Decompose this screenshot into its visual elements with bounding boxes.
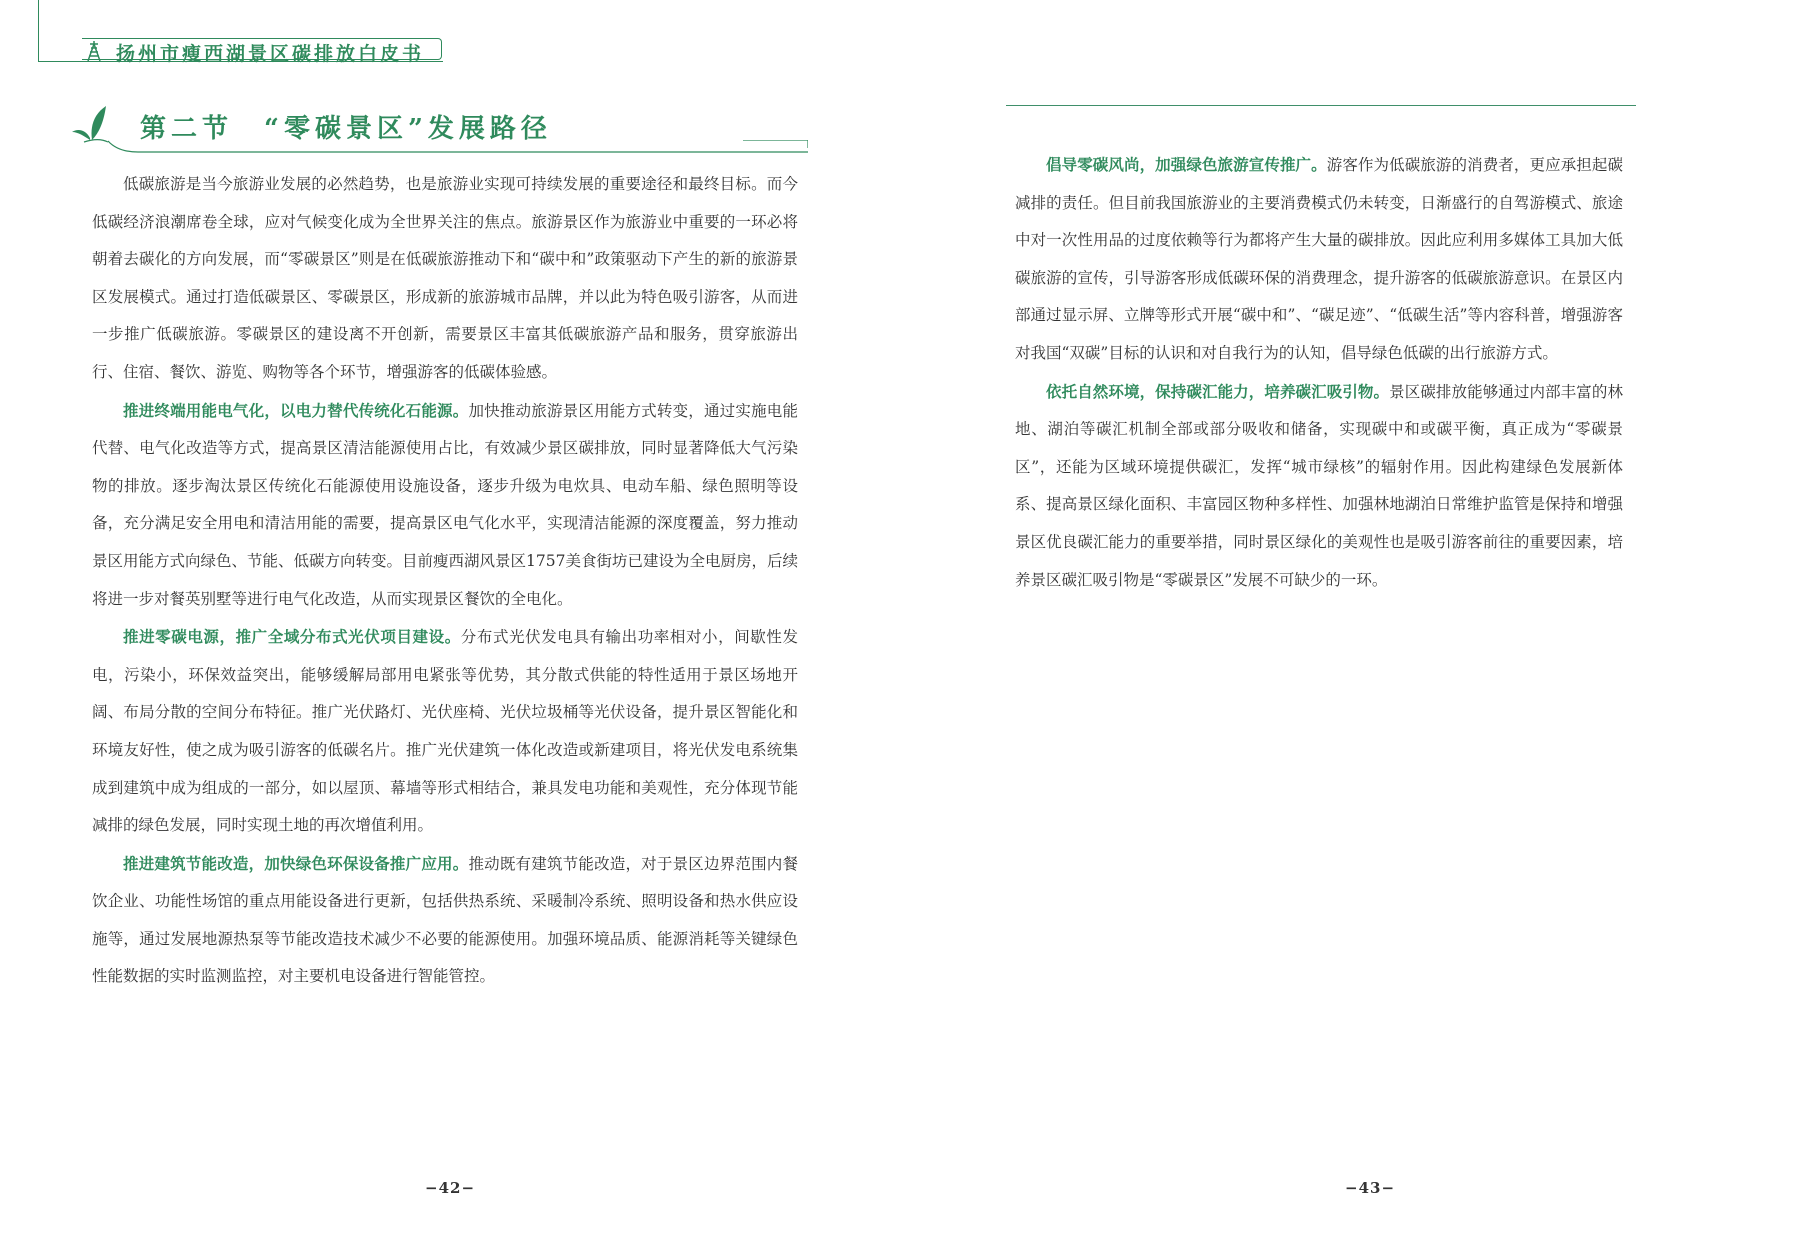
header-frame-vertical bbox=[38, 0, 39, 62]
paragraph bbox=[1015, 146, 1623, 373]
body-text bbox=[1015, 146, 1623, 599]
paragraph bbox=[92, 392, 798, 619]
tower-icon bbox=[84, 40, 104, 62]
left-page bbox=[0, 0, 905, 1237]
paragraph-text: 游客作为低碳旅游的消费者，更应承担起碳减排的责任。但目前我国旅游业的主要消费模式仍未转变，日渐盛行的自驾游模式、旅途中对一次性用品的过度依赖等行为都将产生大量的碳排放。因此应利用多媒体工具加大低碳旅游的宣传，引导游客形成低碳环保的消费理念，提升游客的低碳旅游意识。在景区内部通过显示屏、立牌等形式开展“碳中和”、“碳足迹”、“低碳生活”等内容科普，增强游客对我国“双碳”目标的认识和对自我行为的认知，倡导绿色低碳的出行旅游方式。 bbox=[1015, 156, 1623, 362]
title-underline bbox=[108, 140, 808, 154]
body-text bbox=[92, 166, 798, 996]
paragraph-text: 加快推动旅游景区用能方式转变，通过实施电能代替、电气化改造等方式，提高景区清洁能源使用占比，有效减少景区碳排放，同时显著降低大气污染物的排放。逐步淘汰景区传统化石能源使用设施设备，逐步升级为电炊具、电动车船、绿色照明等设备，充分满足安全用电和清洁用能的需要，提高景区电气化水平，实现清洁能源的深度覆盖，努力推动景区用能方式向绿色、节能、低碳方向转变。目前瘦西湖风景区1757美食街坊已建设为全电厨房，后续将进一步对餐英别墅等进行电气化改造，从而实现景区餐饮的全电化。 bbox=[92, 401, 798, 608]
top-rule bbox=[1006, 105, 1636, 106]
paragraph-text: 分布式光伏发电具有输出功率相对小，间歇性发电，污染小，环保效益突出，能够缓解局部用电紧张等优势，其分散式供能的特性适用于景区场地开阔、布局分散的空间分布特征。推广光伏路灯、光伏座椅、光伏垃圾桶等光伏设备，提升景区智能化和环境友好性，使之成为吸引游客的低碳名片。推广光伏建筑一体化改造或新建项目，将光伏发电系统集成到建筑中成为组成的一部分，如以屋顶、幕墙等形式相结合，兼具发电功能和美观性，充分体现节能减排的绿色发展，同时实现土地的再次增值利用。 bbox=[92, 628, 798, 835]
paragraph bbox=[92, 618, 798, 845]
paragraph-text: 推动既有建筑节能改造，对于景区边界范围内餐饮企业、功能性场馆的重点用能设备进行更新，包括供热系统、采暖制冷系统、照明设备和热水供应设施等，通过发展地源热泵等节能改造技术减少不必要的能源使用。加强环境品质、能源消耗等关键绿色性能数据的实时监测监控，对主要机电设备进行智能管控。 bbox=[92, 854, 798, 986]
section-title: 第二节 “零碳景区”发展路径 bbox=[140, 114, 552, 144]
paragraph-text: 景区碳排放能够通过内部丰富的林地、湖泊等碳汇机制全部或部分吸收和储备，实现碳中和或碳平衡，真正成为“零碳景区”，还能为区域环境提供碳汇，发挥“城市绿核”的辐射作用。因此构建绿色发展新体系、提高景区绿化面积、丰富园区物种多样性、加强林地湖泊日常维护监管是保持和增强景区优良碳汇能力的重要举措，同时景区绿化的美观性也是吸引游客前往的重要因素，培养景区碳汇吸引物是“零碳景区”发展不可缺少的一环。 bbox=[1015, 382, 1623, 589]
paragraph-lead: 推进建筑节能改造，加快绿色环保设备推广应用。 bbox=[123, 853, 469, 873]
page-number: −42− bbox=[425, 1179, 476, 1197]
page-number: −43− bbox=[1345, 1179, 1396, 1197]
book-title: 扬州市瘦西湖景区碳排放白皮书 bbox=[116, 43, 425, 65]
paragraph bbox=[92, 166, 798, 392]
paragraph bbox=[1015, 373, 1623, 600]
paragraph-lead: 推进终端用能电气化，以电力替代传统化石能源。 bbox=[123, 400, 469, 420]
right-page bbox=[905, 0, 1811, 1237]
paragraph-lead: 倡导零碳风尚，加强绿色旅游宣传推广。 bbox=[1046, 155, 1327, 174]
paragraph-text: 低碳旅游是当今旅游业发展的必然趋势，也是旅游业实现可持续发展的重要途径和最终目标。而今低碳经济浪潮席卷全球，应对气候变化成为全世界关注的焦点。旅游景区作为旅游业中重要的一环必将朝着去碳化的方向发展，而“零碳景区”则是在低碳旅游推动下和“碳中和”政策驱动下产生的新的旅游景区发展模式。通过打造低碳景区、零碳景区，形成新的旅游城市品牌，并以此为特色吸引游客，从而进一步推广低碳旅游。零碳景区的建设离不开创新，需要景区丰富其低碳旅游产品和服务，贯穿旅游出行、住宿、餐饮、游览、购物等各个环节，增强游客的低碳体验感。 bbox=[92, 175, 798, 381]
paragraph-lead: 推进零碳电源，推广全域分布式光伏项目建设。 bbox=[123, 627, 461, 647]
paragraph-lead: 依托自然环境，保持碳汇能力，培养碳汇吸引物。 bbox=[1046, 381, 1390, 401]
leaf-icon bbox=[70, 102, 110, 144]
paragraph bbox=[92, 845, 798, 996]
